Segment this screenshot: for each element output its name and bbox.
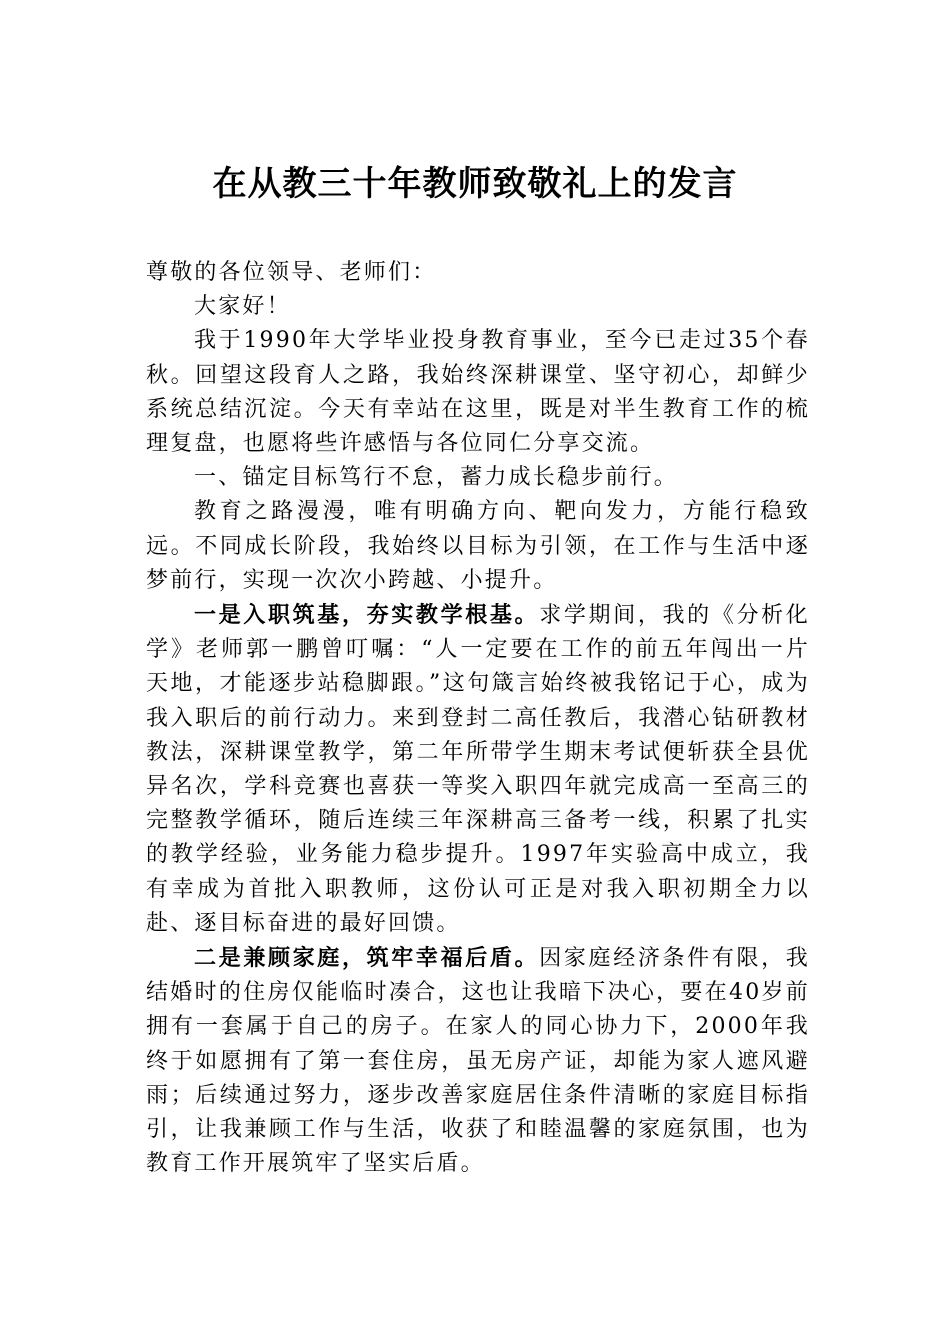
point-2-lead: 二是兼顾家庭，筑牢幸福后盾。 (194, 945, 540, 972)
document-body (146, 256, 810, 1181)
section-1-intro-paragraph: 教育之路漫漫，唯有明确方向、靶向发力，方能行稳致远。不同成长阶段，我始终以目标为引领，在工作与生活中逐梦前行，实现一次次小跨越、小提升。 (146, 499, 810, 593)
salutation: 尊敬的各位领导、老师们： (146, 260, 437, 285)
point-2-paragraph (146, 941, 810, 1181)
point-2-text: 因家庭经济条件有限，我结婚时的住房仅能临时凑合，这也让我暗下决心，要在40岁前拥有一套属于自己的房子。在家人的同心协力下，2000年我终于如愿拥有了第一套住房，虽无房产证，却能为家人遮风避雨；后续通过努力，逐步改善家庭居住条件清晰的家庭目标指引，让我兼顾工作与生活，收获了和睦温馨的家庭氛围，也为教育工作开展筑牢了坚实后盾。 (146, 946, 810, 1177)
greeting: 大家好！ (194, 294, 291, 320)
section-1-heading: 一、锚定目标笃行不怠，蓄力成长稳步前行。 (194, 465, 679, 491)
intro-paragraph: 我于1990年大学毕业投身教育事业，至今已走过35个春秋。回望这段育人之路，我始终深耕课堂、坚守初心，却鲜少系统总结沉淀。今天有幸站在这里，既是对半生教育工作的梳理复盘，也愿将些许感悟与各位同仁分享交流。 (146, 328, 810, 457)
document-title: 在从教三十年教师致敬礼上的发言 (212, 164, 738, 204)
point-1-text: 求学期间，我的《分析化学》老师郭一鹏曾叮嘱：“人一定要在工作的前五年闯出一片天地，才能逐步站稳脚跟。”这句箴言始终被我铭记于心，成为我入职后的前行动力。来到登封二高任教后，我潜心钻研教材教法，深耕课堂教学，第二年所带学生期末考试便斩获全县优异名次，学科竞赛也喜获一等奖入职四年就完成高一至高三的完整教学循环，随后连续三年深耕高三备考一线，积累了扎实的教学经验，业务能力稳步提升。1997年实验高中成立，我有幸成为首批入职教师，这份认可正是对我入职初期全力以赴、逐目标奋进的最好回馈。 (146, 603, 810, 936)
point-1-paragraph (146, 598, 810, 941)
point-1-lead: 一是入职筑基，夯实教学根基。 (194, 602, 540, 629)
